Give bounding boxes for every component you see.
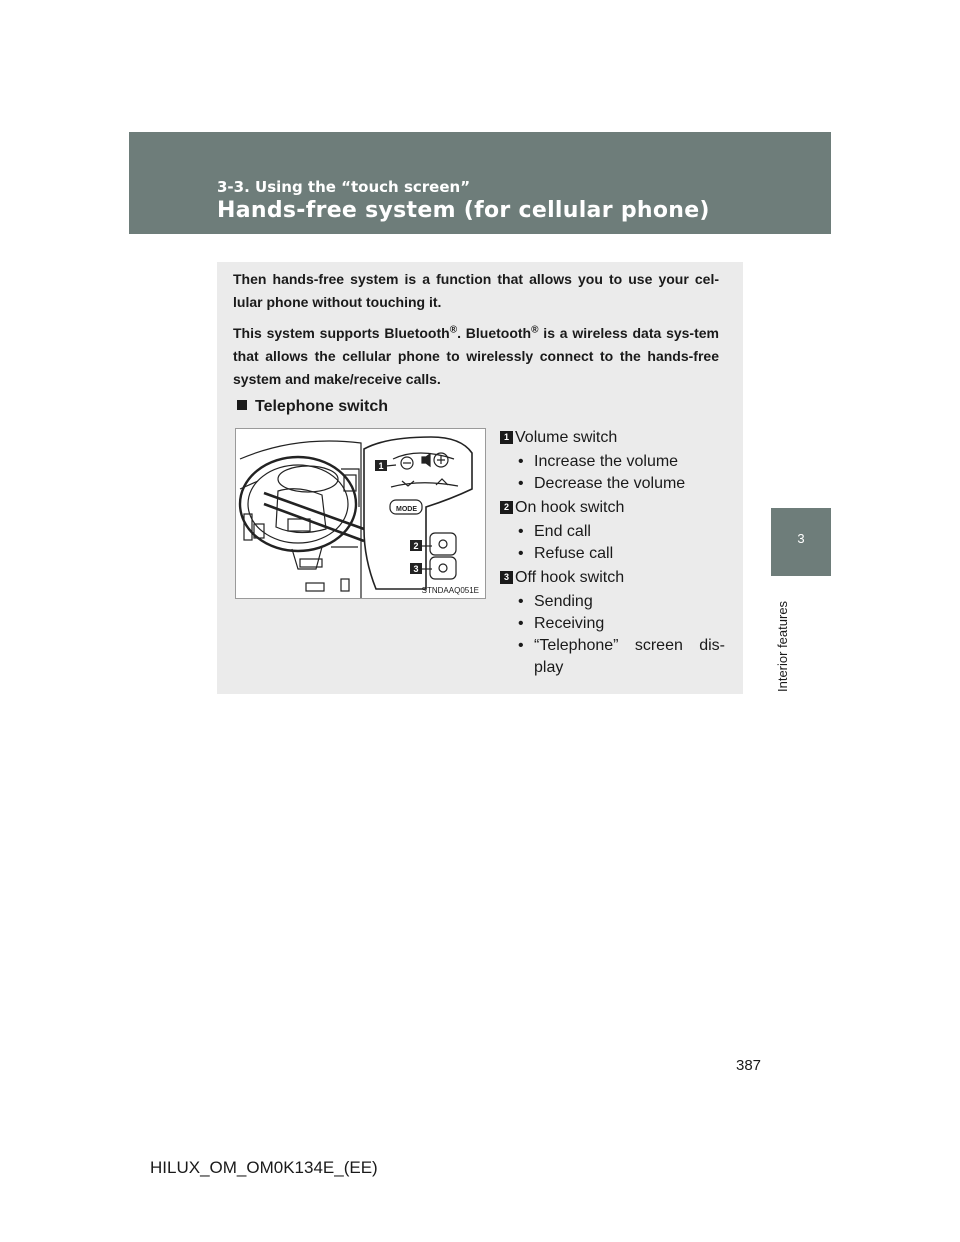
section-label: 3-3. Using the “touch screen” — [217, 178, 471, 196]
item-label: Off hook switch — [515, 569, 625, 586]
chapter-tab — [771, 508, 831, 576]
page-title: Hands-free system (for cellular phone) — [217, 198, 710, 223]
bullet-item: • End call — [518, 521, 725, 543]
bullet-item: • “Telephone” screen dis-play — [518, 635, 725, 679]
intro-text — [233, 268, 719, 399]
intro-paragraph-2: This system supports Bluetooth®. Bluetooth® is a wireless data sys-tem that allows the cellular phone to wirelessly connect to the hands-free system and make/receive calls. — [233, 324, 719, 387]
callout-2-label: 2 — [413, 541, 419, 551]
item-number-badge: 3 — [500, 571, 513, 584]
square-bullet-icon — [237, 400, 247, 410]
callout-1-label: 1 — [378, 461, 384, 471]
list-item — [500, 567, 725, 589]
chapter-label: Interior features — [775, 600, 790, 692]
steering-wheel-figure — [235, 428, 486, 599]
chapter-number: 3 — [797, 531, 805, 546]
callout-3-label: 3 — [413, 564, 419, 574]
steering-wheel-illustration — [236, 429, 485, 598]
subheading: Telephone switch — [237, 398, 388, 416]
bullet-item: • Receiving — [518, 613, 725, 635]
list-item — [500, 427, 725, 449]
item-number-badge: 1 — [500, 431, 513, 444]
figure-code: STNDAAQ051E — [421, 586, 479, 595]
bullet-list — [500, 591, 725, 679]
item-label: On hook switch — [515, 499, 625, 516]
bullet-item: • Decrease the volume — [518, 473, 725, 495]
item-label: Volume switch — [515, 429, 618, 446]
list-item — [500, 497, 725, 519]
bullet-item: • Sending — [518, 591, 725, 613]
bullet-list — [500, 451, 725, 495]
mode-button-label: MODE — [396, 506, 417, 513]
bullet-item: • Increase the volume — [518, 451, 725, 473]
item-number-badge: 2 — [500, 501, 513, 514]
page-number: 387 — [736, 1057, 762, 1074]
intro-paragraph-1: Then hands-free system is a function that allows you to use your cel-lular phone without touching it. — [233, 271, 719, 310]
switch-description-list — [500, 427, 725, 681]
bullet-list — [500, 521, 725, 565]
footer-document-code: HILUX_OM_OM0K134E_(EE) — [150, 1158, 378, 1177]
bullet-item: • Refuse call — [518, 543, 725, 565]
